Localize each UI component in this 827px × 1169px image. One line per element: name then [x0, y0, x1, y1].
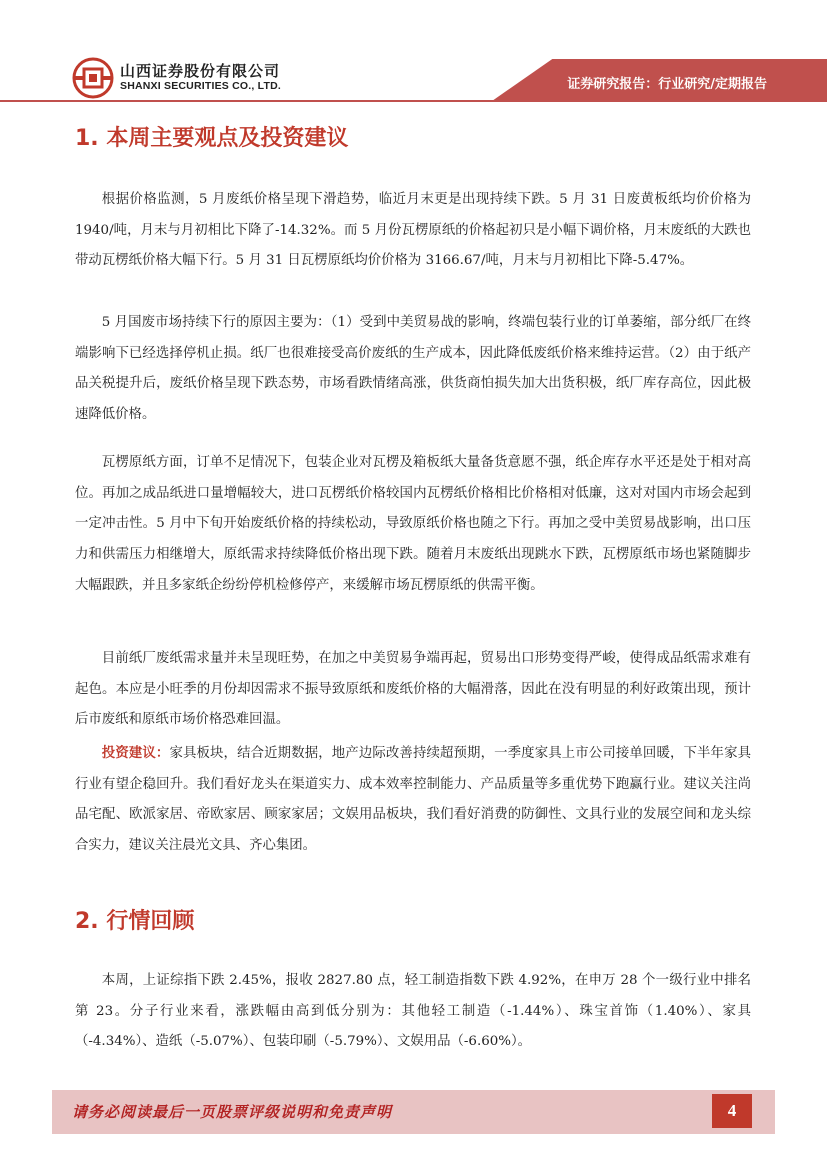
paragraph-market-decline-reasons: 5 月国废市场持续下行的原因主要为：（1）受到中美贸易战的影响，终端包装行业的订单萎缩，部分纸厂在终端影响下已经选择停机止损。纸厂也很难接受高价废纸的生产成本，因此降低废纸价格来维持运营。（2）由于纸产品关税提升后，废纸价格呈现下跌态势，市场看跌情绪高涨，供货商怕损失加大出货积极，纸厂库存高位，因此极速降低价格。	[75, 315, 751, 423]
section-title-market-review: 2. 行情回顾	[75, 909, 195, 934]
report-type-label: 证券研究报告：行业研究/定期报告	[567, 77, 767, 92]
paragraph-corrugated-paper: 瓦楞原纸方面，订单不足情况下，包装企业对瓦楞及箱板纸大量备货意愿不强，纸企库存水平还是处于相对高位。再加之成品纸进口量增幅较大，进口瓦楞纸价格较国内瓦楞纸价格相比价格相对低廉，这对对国内市场会起到一定冲击性。5 月中下旬开始废纸价格的持续松动，导致原纸价格也随之下行。再加之受中美贸易战影响，出口压力和供需压力相继增大，原纸需求持续降低价格出现下跌。随着月末废纸出现跳水下跌，瓦楞原纸市场也紧随脚步大幅跟跌，并且多家纸企纷纷停机检修停产，来缓解市场瓦楞原纸的供需平衡。	[75, 455, 751, 593]
investment-advice-text: 家具板块，结合近期数据，地产边际改善持续超预期，一季度家具上市公司接单回暖，下半年家具行业有望企稳回升。我们看好龙头在渠道实力、成本效率控制能力、产品质量等多重优势下跑赢行业。建议关注尚品宅配、欧派家居、帝欧家居、顾家家居；文娱用品板块，我们看好消费的防御性、文具行业的发展空间和龙头综合实力，建议关注晨光文具、齐心集团。	[75, 746, 751, 854]
section-title-views: 1. 本周主要观点及投资建议	[75, 126, 349, 151]
company-name-cn: 山西证券股份有限公司	[120, 62, 281, 80]
paragraph-investment-advice	[75, 738, 751, 862]
paragraph-outlook: 目前纸厂废纸需求量并未呈现旺势，在加之中美贸易争端再起，贸易出口形势变得严峻，使得成品纸需求难有起色。本应是小旺季的月份却因需求不振导致原纸和废纸价格的大幅滑落，因此在没有明显的利好政策出现，预计后市废纸和原纸市场价格恐难回温。	[75, 651, 751, 728]
company-logo-icon	[72, 57, 114, 99]
paragraph-price-monitoring: 根据价格监测，5 月废纸价格呈现下滑趋势，临近月末更是出现持续下跌。5 月 31 日废黄板纸均价价格为 1940/吨，月末与月初相比下降了-14.32%。而 5 月份瓦楞原纸的价格起初只是小幅下调价格，月末废纸的大跌也带动瓦楞纸价格大幅下行。5 月 31 日瓦楞原纸均价价格为 3166.67/吨，月末与月初相比下降-5.47%。	[75, 192, 751, 269]
paragraph-market-review: 本周，上证综指下跌 2.45%，报收 2827.80 点，轻工制造指数下跌 4.92%，在申万 28 个一级行业中排名第 23。分子行业来看，涨跌幅由高到低分别为：其他轻工制造（-1.44%）、珠宝首饰（1.40%）、家具（-4.34%）、造纸（-5.07%）、包装印刷（-5.79%）、文娱用品（-6.60%）。	[75, 973, 751, 1050]
company-name-en: SHANXI SECURITIES CO., LTD.	[120, 80, 281, 92]
investment-advice-label: 投资建议：	[101, 745, 170, 761]
header-divider	[0, 100, 827, 102]
footer-disclaimer: 请务必阅读最后一页股票评级说明和免责声明	[72, 1103, 393, 1121]
page-number: 4	[712, 1094, 752, 1128]
page-header	[0, 0, 827, 110]
